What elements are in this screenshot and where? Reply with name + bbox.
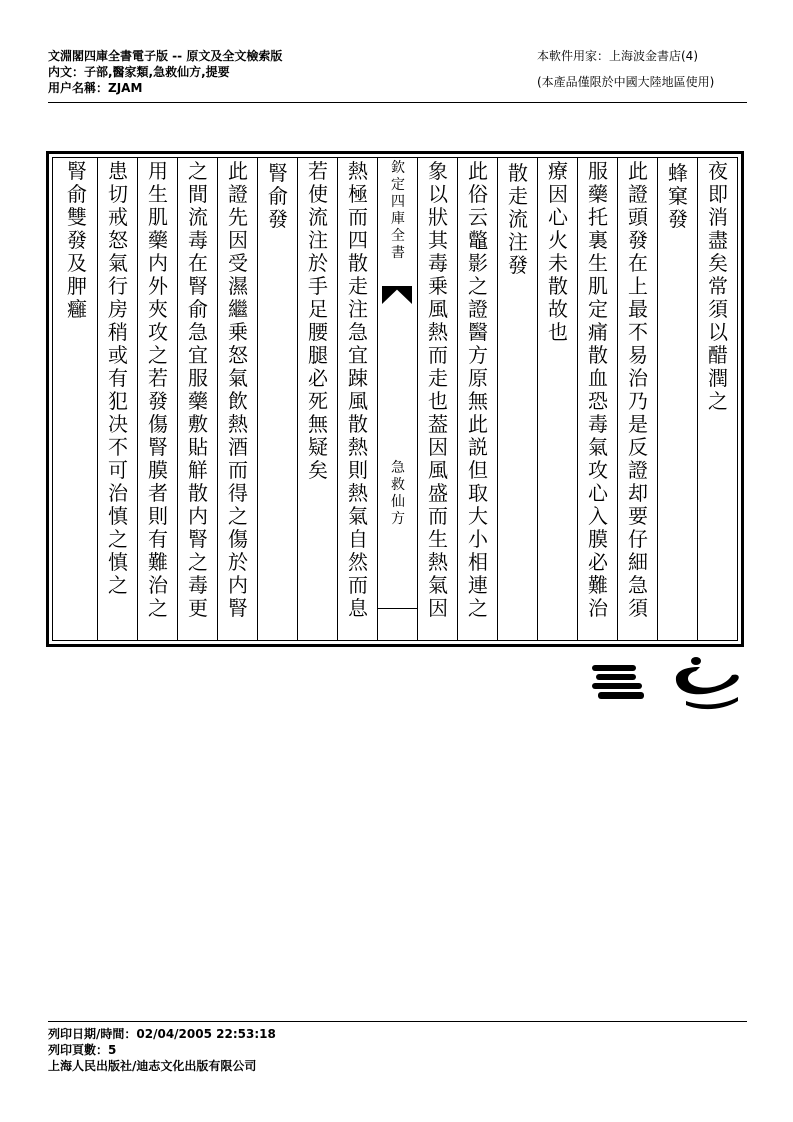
glyph: 行 bbox=[108, 274, 128, 298]
text-column bbox=[57, 158, 97, 640]
glyph: 無 bbox=[308, 412, 328, 436]
text-column bbox=[97, 158, 137, 640]
footer-print-datetime: 列印日期/時間：02/04/2005 22:53:18 bbox=[48, 1027, 276, 1041]
glyph: 腎 bbox=[188, 527, 208, 551]
glyph: 急 bbox=[391, 460, 405, 476]
glyph: 風 bbox=[348, 389, 368, 413]
vertical-text bbox=[698, 160, 738, 413]
glyph: 腰 bbox=[308, 320, 328, 344]
header-left bbox=[48, 48, 282, 96]
glyph: 熱 bbox=[348, 159, 368, 183]
glyph: 腎 bbox=[228, 596, 248, 620]
glyph: 此 bbox=[228, 159, 248, 183]
vertical-text bbox=[218, 160, 258, 620]
glyph: 切 bbox=[108, 182, 128, 206]
glyph: 鼈 bbox=[468, 228, 488, 252]
glyph: 服 bbox=[188, 366, 208, 390]
text-column bbox=[217, 158, 257, 640]
glyph: 無 bbox=[468, 389, 488, 413]
glyph: 注 bbox=[308, 228, 328, 252]
glyph: 但 bbox=[468, 458, 488, 482]
glyph: 藥 bbox=[188, 389, 208, 413]
glyph: 散 bbox=[588, 343, 608, 367]
glyph: 俞 bbox=[188, 297, 208, 321]
glyph: 肌 bbox=[588, 274, 608, 298]
glyph: 走 bbox=[428, 366, 448, 390]
glyph: 腿 bbox=[308, 343, 328, 367]
glyph: 戒 bbox=[108, 205, 128, 229]
glyph: 散 bbox=[548, 274, 568, 298]
glyph: 是 bbox=[628, 412, 648, 436]
glyph: 内 bbox=[188, 504, 208, 528]
glyph: 之 bbox=[468, 596, 488, 620]
glyph: 急 bbox=[628, 573, 648, 597]
glyph: 難 bbox=[588, 573, 608, 597]
glyph: 間 bbox=[188, 182, 208, 206]
glyph: 易 bbox=[628, 343, 648, 367]
vertical-text bbox=[538, 160, 578, 344]
glyph: 必 bbox=[588, 550, 608, 574]
glyph: 醋 bbox=[708, 343, 728, 367]
swirl-mark bbox=[676, 657, 739, 709]
glyph: 證 bbox=[628, 458, 648, 482]
glyph: 象 bbox=[428, 159, 448, 183]
glyph: 腎 bbox=[148, 435, 168, 459]
glyph: 自 bbox=[348, 527, 368, 551]
glyph: 注 bbox=[348, 297, 368, 321]
vertical-text bbox=[57, 160, 97, 321]
glyph: 之 bbox=[708, 389, 728, 413]
glyph: 慎 bbox=[108, 550, 128, 574]
glyph: 酒 bbox=[228, 435, 248, 459]
glyph: 急 bbox=[348, 320, 368, 344]
glyph: 攻 bbox=[148, 320, 168, 344]
header-title-line: 文淵閣四庫全書電子版 -- 原文及全文檢索版 bbox=[48, 49, 283, 63]
glyph: 即 bbox=[708, 182, 728, 206]
vertical-text bbox=[338, 160, 378, 620]
glyph: 心 bbox=[588, 481, 608, 505]
heading-column bbox=[257, 158, 297, 640]
page-frame bbox=[46, 151, 744, 647]
glyph: 注 bbox=[508, 230, 528, 254]
glyph: 稍 bbox=[108, 320, 128, 344]
glyph: 蜂 bbox=[668, 161, 688, 185]
glyph: 取 bbox=[468, 481, 488, 505]
glyph: 之 bbox=[108, 573, 128, 597]
glyph: 消 bbox=[708, 205, 728, 229]
glyph: 夜 bbox=[708, 159, 728, 183]
glyph: 以 bbox=[428, 182, 448, 206]
glyph: 慎 bbox=[108, 504, 128, 528]
glyph: 裏 bbox=[588, 228, 608, 252]
glyph: 流 bbox=[188, 205, 208, 229]
glyph: 散 bbox=[348, 412, 368, 436]
glyph: 胛 bbox=[67, 274, 87, 298]
glyph: 氣 bbox=[348, 504, 368, 528]
glyph: 風 bbox=[428, 458, 448, 482]
glyph: 矣 bbox=[708, 251, 728, 275]
glyph: 肌 bbox=[148, 205, 168, 229]
glyph: 傷 bbox=[148, 412, 168, 436]
glyph: 之 bbox=[188, 550, 208, 574]
glyph: 説 bbox=[468, 435, 488, 459]
glyph: 毒 bbox=[428, 251, 448, 275]
glyph: 不 bbox=[108, 435, 128, 459]
glyph: 怒 bbox=[108, 228, 128, 252]
glyph: 手 bbox=[308, 274, 328, 298]
vertical-text bbox=[298, 160, 338, 482]
vertical-text bbox=[458, 160, 498, 620]
glyph: 須 bbox=[628, 596, 648, 620]
glyph: 或 bbox=[108, 343, 128, 367]
text-column bbox=[537, 158, 577, 640]
glyph: 敷 bbox=[188, 412, 208, 436]
glyph: 膜 bbox=[148, 458, 168, 482]
vertical-text bbox=[378, 460, 418, 528]
glyph: 熱 bbox=[428, 550, 448, 574]
glyph: 用 bbox=[148, 159, 168, 183]
glyph: 散 bbox=[348, 251, 368, 275]
vertical-text bbox=[578, 160, 618, 620]
glyph: 毒 bbox=[188, 228, 208, 252]
glyph: 氣 bbox=[108, 251, 128, 275]
glyph: 火 bbox=[548, 228, 568, 252]
glyph: 而 bbox=[428, 343, 448, 367]
vertical-text bbox=[618, 160, 658, 620]
glyph: 内 bbox=[228, 573, 248, 597]
glyph: 此 bbox=[468, 412, 488, 436]
glyph: 發 bbox=[508, 253, 528, 277]
glyph: 氣 bbox=[428, 573, 448, 597]
glyph: 也 bbox=[548, 320, 568, 344]
glyph: 治 bbox=[148, 573, 168, 597]
glyph: 未 bbox=[548, 251, 568, 275]
glyph: 救 bbox=[391, 477, 405, 493]
glyph: 流 bbox=[508, 207, 528, 231]
glyph: 於 bbox=[308, 251, 328, 275]
glyph: 乃 bbox=[628, 389, 648, 413]
glyph: 醫 bbox=[468, 320, 488, 344]
glyph: 頭 bbox=[628, 205, 648, 229]
glyph: 犯 bbox=[108, 389, 128, 413]
glyph: 然 bbox=[348, 550, 368, 574]
heading-column bbox=[657, 158, 697, 640]
glyph: 怒 bbox=[228, 343, 248, 367]
glyph: 而 bbox=[228, 458, 248, 482]
text-columns bbox=[52, 157, 738, 641]
glyph: 其 bbox=[428, 228, 448, 252]
glyph: 癰 bbox=[67, 297, 87, 321]
glyph: 托 bbox=[588, 205, 608, 229]
footer-page-count: 列印頁數：5 bbox=[48, 1043, 117, 1057]
fishtail-mark bbox=[382, 286, 412, 304]
glyph: 則 bbox=[348, 458, 368, 482]
glyph: 宜 bbox=[188, 343, 208, 367]
glyph: 因 bbox=[428, 596, 448, 620]
glyph: 欽 bbox=[391, 160, 405, 176]
glyph: 極 bbox=[348, 182, 368, 206]
glyph: 使 bbox=[308, 182, 328, 206]
glyph: 熱 bbox=[428, 320, 448, 344]
glyph: 證 bbox=[628, 182, 648, 206]
glyph: 膜 bbox=[588, 527, 608, 551]
glyph: 可 bbox=[108, 458, 128, 482]
footer-publisher: 上海人民出版社/迪志文化出版有限公司 bbox=[48, 1059, 257, 1073]
text-column bbox=[337, 158, 377, 640]
glyph: 盡 bbox=[708, 228, 728, 252]
glyph: 此 bbox=[628, 159, 648, 183]
glyph: 更 bbox=[188, 596, 208, 620]
text-column bbox=[177, 158, 217, 640]
glyph: 入 bbox=[588, 504, 608, 528]
glyph: 若 bbox=[148, 366, 168, 390]
glyph: 潤 bbox=[708, 366, 728, 390]
glyph: 云 bbox=[468, 205, 488, 229]
glyph: 疑 bbox=[308, 435, 328, 459]
text-column bbox=[297, 158, 337, 640]
glyph: 心 bbox=[548, 205, 568, 229]
glyph: 連 bbox=[468, 573, 488, 597]
glyph: 受 bbox=[228, 251, 248, 275]
glyph: 以 bbox=[708, 320, 728, 344]
glyph: 房 bbox=[108, 297, 128, 321]
glyph: 却 bbox=[628, 481, 648, 505]
header-region-line: (本產品僅限於中國大陸地區使用) bbox=[537, 75, 715, 89]
glyph: 風 bbox=[428, 297, 448, 321]
glyph: 定 bbox=[391, 177, 405, 193]
glyph: 貼 bbox=[188, 435, 208, 459]
glyph: 證 bbox=[228, 182, 248, 206]
glyph: 外 bbox=[148, 274, 168, 298]
glyph: 者 bbox=[148, 481, 168, 505]
glyph: 息 bbox=[348, 596, 368, 620]
header-content-line: 内文：子部,醫家類,急救仙方,提要 bbox=[48, 65, 230, 79]
glyph: 要 bbox=[628, 504, 648, 528]
glyph: 熱 bbox=[348, 435, 368, 459]
glyph: 熱 bbox=[228, 412, 248, 436]
glyph: 雙 bbox=[67, 205, 87, 229]
glyph: 證 bbox=[468, 297, 488, 321]
glyph: 走 bbox=[348, 274, 368, 298]
glyph: 氣 bbox=[588, 435, 608, 459]
glyph: 宜 bbox=[348, 343, 368, 367]
text-column bbox=[417, 158, 457, 640]
glyph: 若 bbox=[308, 159, 328, 183]
glyph: 此 bbox=[468, 159, 488, 183]
glyph: 方 bbox=[468, 343, 488, 367]
glyph: 葢 bbox=[428, 412, 448, 436]
glyph: 之 bbox=[108, 527, 128, 551]
glyph: 乗 bbox=[228, 320, 248, 344]
vertical-text bbox=[499, 162, 537, 277]
glyph: 不 bbox=[628, 320, 648, 344]
glyph: 四 bbox=[391, 194, 405, 210]
glyph: 因 bbox=[548, 182, 568, 206]
header-licensee-line: 本軟件用家：上海波金書店(4) bbox=[537, 49, 698, 63]
glyph: 恐 bbox=[588, 389, 608, 413]
glyph: 定 bbox=[588, 297, 608, 321]
glyph: 也 bbox=[428, 389, 448, 413]
glyph: 相 bbox=[468, 550, 488, 574]
glyph: 熱 bbox=[348, 481, 368, 505]
header-divider bbox=[48, 102, 747, 103]
glyph: 在 bbox=[628, 251, 648, 275]
glyph: 上 bbox=[628, 274, 648, 298]
glyph: 流 bbox=[308, 205, 328, 229]
vertical-text bbox=[98, 160, 138, 597]
glyph: 腎 bbox=[67, 159, 87, 183]
glyph: 四 bbox=[348, 228, 368, 252]
glyph: 藥 bbox=[148, 228, 168, 252]
vertical-text bbox=[178, 160, 218, 620]
glyph: 生 bbox=[588, 251, 608, 275]
glyph: 盛 bbox=[428, 481, 448, 505]
glyph: 有 bbox=[108, 366, 128, 390]
glyph: 生 bbox=[148, 182, 168, 206]
glyph: 須 bbox=[708, 297, 728, 321]
glyph: 踈 bbox=[348, 366, 368, 390]
glyph: 療 bbox=[548, 159, 568, 183]
glyph: 死 bbox=[308, 389, 328, 413]
glyph: 腎 bbox=[188, 274, 208, 298]
glyph: 攻 bbox=[588, 458, 608, 482]
text-column bbox=[137, 158, 177, 640]
glyph: 仔 bbox=[628, 527, 648, 551]
header-right bbox=[537, 48, 714, 90]
glyph: 發 bbox=[628, 228, 648, 252]
glyph: 决 bbox=[108, 412, 128, 436]
spine-column bbox=[377, 158, 417, 640]
glyph: 在 bbox=[188, 251, 208, 275]
glyph: 足 bbox=[308, 297, 328, 321]
glyph: 之 bbox=[468, 274, 488, 298]
glyph: 夾 bbox=[148, 297, 168, 321]
glyph: 難 bbox=[148, 550, 168, 574]
footer-divider bbox=[48, 1021, 747, 1022]
glyph: 患 bbox=[108, 159, 128, 183]
glyph: 方 bbox=[391, 511, 405, 527]
glyph: 腎 bbox=[268, 161, 288, 185]
glyph: 毒 bbox=[188, 573, 208, 597]
glyph: 得 bbox=[228, 481, 248, 505]
glyph: 故 bbox=[548, 297, 568, 321]
glyph: 生 bbox=[428, 527, 448, 551]
glyph: 庫 bbox=[391, 211, 405, 227]
vertical-text bbox=[418, 160, 458, 620]
heading-column bbox=[497, 158, 537, 640]
glyph: 乗 bbox=[428, 274, 448, 298]
glyph: 濕 bbox=[228, 274, 248, 298]
glyph: 治 bbox=[628, 366, 648, 390]
glyph: 治 bbox=[108, 481, 128, 505]
glyph: 矣 bbox=[308, 458, 328, 482]
text-column bbox=[617, 158, 657, 640]
glyph: 散 bbox=[508, 161, 528, 185]
glyph: 走 bbox=[508, 184, 528, 208]
glyph: 於 bbox=[228, 550, 248, 574]
text-column bbox=[457, 158, 497, 640]
glyph: 而 bbox=[348, 205, 368, 229]
glyph: 内 bbox=[148, 251, 168, 275]
glyph: 俗 bbox=[468, 182, 488, 206]
glyph: 血 bbox=[588, 366, 608, 390]
glyph: 之 bbox=[148, 596, 168, 620]
glyph: 大 bbox=[468, 504, 488, 528]
glyph: 書 bbox=[391, 245, 405, 261]
glyph: 原 bbox=[468, 366, 488, 390]
glyph: 治 bbox=[588, 596, 608, 620]
text-column bbox=[577, 158, 617, 640]
glyph: 觧 bbox=[188, 458, 208, 482]
glyph: 細 bbox=[628, 550, 648, 574]
glyph: 仙 bbox=[391, 494, 405, 510]
spine-rule bbox=[378, 608, 417, 609]
glyph: 藥 bbox=[588, 182, 608, 206]
vertical-text bbox=[659, 162, 697, 231]
glyph: 氣 bbox=[228, 366, 248, 390]
glyph: 小 bbox=[468, 527, 488, 551]
glyph: 而 bbox=[348, 573, 368, 597]
glyph: 發 bbox=[67, 228, 87, 252]
vertical-text bbox=[138, 160, 178, 620]
glyph: 常 bbox=[708, 274, 728, 298]
glyph: 痛 bbox=[588, 320, 608, 344]
glyph: 有 bbox=[148, 527, 168, 551]
glyph: 狀 bbox=[428, 205, 448, 229]
glyph: 毒 bbox=[588, 412, 608, 436]
glyph: 因 bbox=[428, 435, 448, 459]
glyph: 窠 bbox=[668, 184, 688, 208]
vertical-text bbox=[378, 160, 418, 262]
glyph: 先 bbox=[228, 205, 248, 229]
glyph: 俞 bbox=[268, 184, 288, 208]
glyph: 發 bbox=[268, 207, 288, 231]
publisher-seal-logo bbox=[592, 655, 742, 711]
glyph: 全 bbox=[391, 228, 405, 244]
glyph: 急 bbox=[188, 320, 208, 344]
text-column bbox=[697, 158, 737, 640]
glyph: 服 bbox=[588, 159, 608, 183]
glyph: 飲 bbox=[228, 389, 248, 413]
glyph: 反 bbox=[628, 435, 648, 459]
glyph: 最 bbox=[628, 297, 648, 321]
stripes-mark bbox=[592, 665, 644, 699]
glyph: 而 bbox=[428, 504, 448, 528]
glyph: 及 bbox=[67, 251, 87, 275]
footer bbox=[48, 1026, 276, 1074]
glyph: 散 bbox=[188, 481, 208, 505]
glyph: 繼 bbox=[228, 297, 248, 321]
glyph: 影 bbox=[468, 251, 488, 275]
glyph: 發 bbox=[148, 389, 168, 413]
glyph: 俞 bbox=[67, 182, 87, 206]
glyph: 發 bbox=[668, 207, 688, 231]
glyph: 則 bbox=[148, 504, 168, 528]
glyph: 之 bbox=[148, 343, 168, 367]
header-user-line: 用户名稱：ZJAM bbox=[48, 81, 143, 95]
glyph: 之 bbox=[228, 504, 248, 528]
glyph: 之 bbox=[188, 159, 208, 183]
glyph: 傷 bbox=[228, 527, 248, 551]
glyph: 因 bbox=[228, 228, 248, 252]
vertical-text bbox=[259, 162, 297, 231]
glyph: 必 bbox=[308, 366, 328, 390]
